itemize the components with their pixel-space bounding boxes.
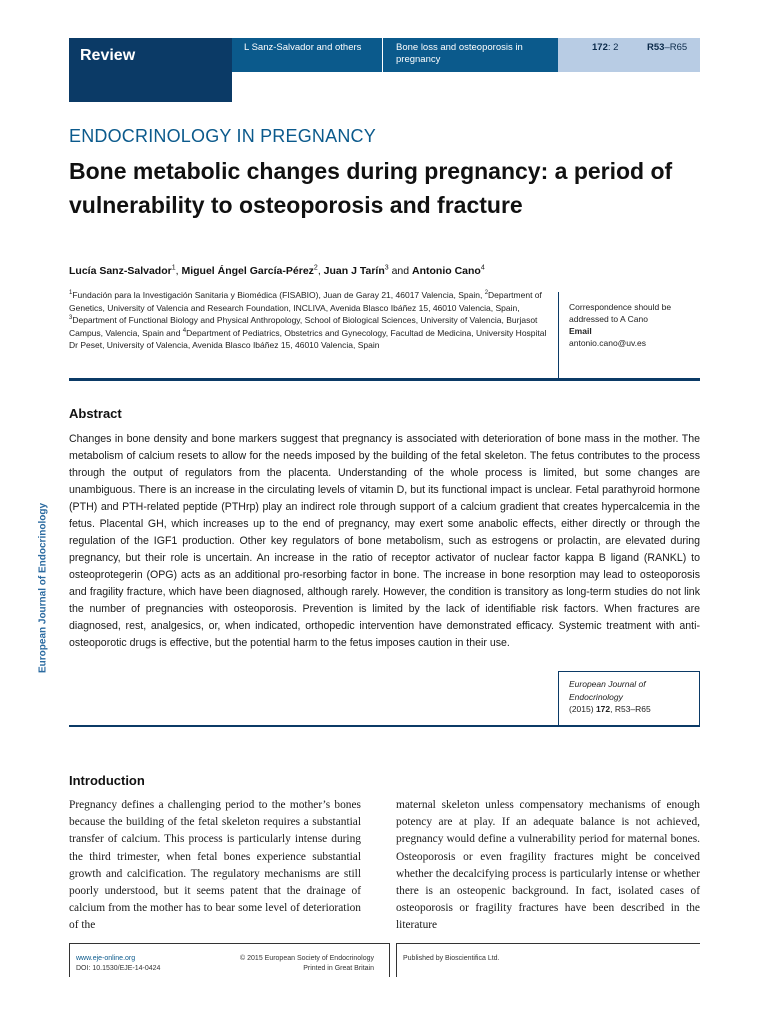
abstract-divider	[69, 725, 700, 727]
header-divider	[382, 38, 383, 72]
correspondence	[569, 301, 697, 349]
footer-copyright	[200, 954, 374, 974]
page-range	[647, 42, 687, 53]
section-badge	[69, 38, 232, 102]
volume-number: 172	[592, 42, 608, 53]
citation-journal: European Journal of Endocrinology	[569, 679, 646, 702]
citation-year: (2015)	[569, 704, 596, 714]
footer-divider	[396, 943, 397, 977]
title-divider	[69, 378, 700, 381]
author-separator: ,	[317, 265, 324, 277]
footer-doi: DOI: 10.1530/EJE-14-0424	[76, 965, 161, 972]
author-separator: ,	[175, 265, 182, 277]
correspondence-email[interactable]: antonio.cano@uv.es	[569, 338, 646, 348]
affil-sup: 2	[484, 290, 489, 297]
email-label: Email	[569, 326, 592, 336]
affiliation-2: Department of Genetics, University of Valencia and Research Foundation, INCLIVA, Avenida Blasco Ibáñez 15, 46010 Valencia, Spain,	[69, 290, 542, 313]
affiliation-1: Fundación para la Investigación Sanitaria y Biomédica (FISABIO), Juan de Garay 21, 46017 Valencia, Spain,	[72, 290, 483, 300]
correspondence-box	[558, 292, 700, 378]
volume-issue	[592, 42, 618, 53]
abstract-text: Changes in bone density and bone markers suggest that pregnancy is associated with deterioration of bone mass in the mother. The metabolism of calcium resets to allow for the needs imposed by the building of the fetal skeleton. The fetus contributes to the process through the output of regulators from the placenta. Understanding of the whole process is limited, but some changes are unambiguous. There is an increase in the circulating levels of vitamin D, but its functional impact is unclear. Fetal parathyroid hormone (PTH) and PTH-related peptide (PTHrp) play an indirect role through support of a calcium gradient that creates hypercalcemia in the fetus. Placental GH, which increases up to the end of pregnancy, may exert some anabolic effects, either directly or through the regulation of the IGF1 production. Other key regulators of bone metabolism, such as estrogens or prolactin, are elevated during pregnancy, but their role is uncertain. An increase in the ratio of receptor activator of nuclear factor kappa B ligand (RANKL) to osteoprotegerin (OPG) acts as an additional pro-resorbing factor in bone. The increase in bone resorption may lead to osteoporosis and fragility fracture, which have been diagnosed, although rarely. However, the condition is transitory as long-term studies do not link the number of pregnancies with osteoporosis. Prevention is limited by the lack of identifiable risk factors. When fractures are diagnosed, rest, analgesics, or, when indicated, orthopedic intervention have demonstrated efficacy. Systemic treatment with anti-osteoporotic drugs is effective, but the potential harm to the fetus imposes caution in their use.	[69, 433, 700, 649]
abstract-heading: Abstract	[69, 406, 122, 421]
author-affil-sup: 1	[171, 264, 176, 272]
footer-publisher: Published by Bioscientifica Ltd.	[403, 955, 500, 962]
footer-website-link[interactable]: www.eje-online.org	[76, 955, 136, 962]
citation-box	[558, 671, 700, 725]
printed-text: Printed in Great Britain	[303, 965, 374, 972]
footer-rule	[69, 943, 389, 944]
affil-sup: 3	[69, 315, 73, 322]
page-start: R53	[647, 42, 665, 53]
affil-sup: 1	[69, 290, 73, 297]
affiliations	[69, 289, 549, 352]
author-name: Lucía Sanz-Salvador	[69, 265, 172, 277]
citation	[569, 678, 697, 716]
running-header	[232, 38, 558, 72]
author-name: Juan J Tarín	[323, 265, 385, 277]
affiliation-4: Department of Pediatrics, Obstetrics and Gynecology, Facultad de Medicina, University Hospital Dr Peset, University of Valencia, Avenida Blasco Ibáñez 15, 46010 Valencia, Spain	[69, 327, 547, 350]
author-separator: and	[388, 265, 413, 277]
article-category: ENDOCRINOLOGY IN PREGNANCY	[69, 126, 376, 146]
author-affil-sup: 2	[313, 264, 318, 272]
author-name: Miguel Ángel García-Pérez	[181, 265, 314, 277]
copyright-text: © 2015 European Society of Endocrinology	[240, 955, 374, 962]
running-header-topic: Bone loss and osteoporosis in pregnancy	[396, 42, 523, 65]
article-title: Bone metabolic changes during pregnancy: a period of vulnerability to osteoporosis and fracture	[69, 158, 673, 218]
header-volume-pages	[558, 38, 700, 72]
author-list	[69, 265, 485, 277]
section-badge-label: Review	[80, 47, 136, 64]
body-column-left: Pregnancy defines a challenging period to the mother’s bones because the building of the fetal skeleton requires a substantial transfer of calcium. This process is particularly intense during the third trimester, when fetal bones experience substantial growth and calcification. The regulatory mechanisms are still poorly understood, but it seems patent that the drainage of calcium from the mother has to bear some level of deterioration of the	[69, 799, 361, 932]
affiliation-3: Department of Functional Biology and Physical Anthropology, School of Biological Sciences, University of Valencia, Burjasot Campus, Valencia, Spain and	[69, 315, 538, 338]
introduction-heading: Introduction	[69, 773, 145, 788]
journal-side-label: European Journal of Endocrinology	[37, 502, 49, 674]
author-name: Antonio Cano	[412, 265, 481, 277]
running-header-authors: L Sanz-Salvador and others	[244, 42, 362, 53]
correspondence-text: Correspondence should be addressed to A Cano	[569, 302, 672, 324]
affil-sup: 4	[182, 327, 187, 334]
footer-divider	[389, 943, 390, 977]
author-affil-sup: 3	[384, 264, 389, 272]
issue-number: : 2	[607, 42, 619, 53]
author-affil-sup: 4	[480, 264, 485, 272]
body-column-right: maternal skeleton unless compensatory mechanisms of enough potency are at play. If an adequate balance is not achieved, pregnancy would define a vulnerability period for maternal bones. Osteoporosis or even fragility fractures might be conceived whether the decalcifying process is particularly intense or whether there is an osteopenic background. In fact, isolated cases of osteoporosis or fragility fractures have been described in the literature	[396, 799, 700, 932]
page-end: –R65	[664, 42, 688, 53]
footer-divider	[69, 943, 70, 977]
footer-rule	[396, 943, 700, 944]
citation-volume: 172	[595, 704, 611, 714]
citation-pages: , R53–R65	[610, 704, 651, 714]
